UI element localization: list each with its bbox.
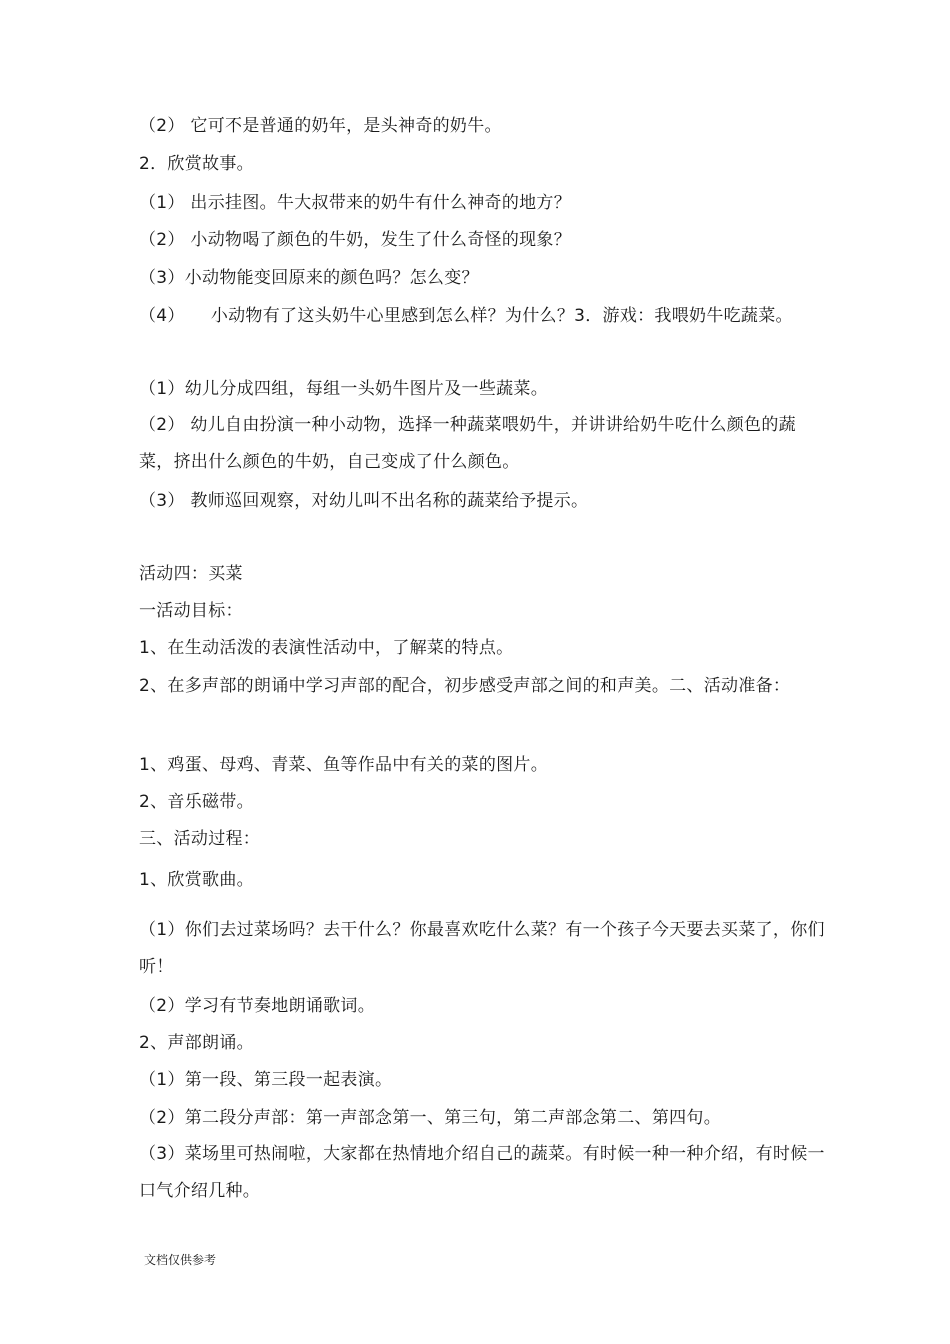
text-line: （1）幼儿分成四组，每组一头奶牛图片及一些蔬菜。 [139,379,549,399]
text-paragraph: （1）你们去过菜场吗？去干什么？你最喜欢吃什么菜？有一个孩子今天要去买菜了，你们听！ [139,920,825,977]
text-line: 1、鸡蛋、母鸡、青菜、鱼等作品中有关的菜的图片。 [139,755,549,775]
text-paragraph: 2、在多声部的朗诵中学习声部的配合，初步感受声部之间的和声美。二、活动准备： [139,676,791,696]
text-paragraph: （4） 小动物有了这头奶牛心里感到怎么样？为什么？3．游戏：我喂奶牛吃蔬菜。 [139,306,793,326]
section-heading: 一活动目标： [139,601,243,621]
text-line: （1）第一段、第三段一起表演。 [139,1070,393,1090]
text-line: 2、音乐磁带。 [139,792,254,812]
section-heading: 2、声部朗诵。 [139,1033,254,1053]
text-line: （3） 教师巡回观察，对幼儿叫不出名称的蔬菜给予提示。 [139,491,589,511]
text-line: 1、在生动活泼的表演性活动中，了解菜的特点。 [139,638,514,658]
text-line: （2）第二段分声部：第一声部念第一、第三句，第二声部念第二、第四句。 [139,1108,722,1128]
text-paragraph: （3）菜场里可热闹啦，大家都在热情地介绍自己的蔬菜。有时候一种一种介绍，有时候一口气介绍几种。 [139,1144,825,1201]
section-heading: 2．欣赏故事。 [139,154,254,174]
section-heading: 活动四：买菜 [139,564,243,584]
text-line: 1、欣赏歌曲。 [139,870,254,890]
page-footer: 文档仅供参考 [144,1253,217,1267]
text-line: （2） 它可不是普通的奶年，是头神奇的奶牛。 [139,116,502,136]
text-line: （1） 出示挂图。牛大叔带来的奶牛有什么神奇的地方？ [139,193,572,213]
text-line: （2）学习有节奏地朗诵歌词。 [139,996,376,1016]
section-heading: 三、活动过程： [139,829,261,849]
text-line: （3）小动物能变回原来的颜色吗？怎么变？ [139,268,479,288]
text-line: （2） 小动物喝了颜色的牛奶，发生了什么奇怪的现象？ [139,230,572,250]
text-paragraph: （2） 幼儿自由扮演一种小动物，选择一种蔬菜喂奶牛，并讲讲给奶牛吃什么颜色的蔬菜，挤出什么颜色的牛奶，自己变成了什么颜色。 [139,415,796,472]
